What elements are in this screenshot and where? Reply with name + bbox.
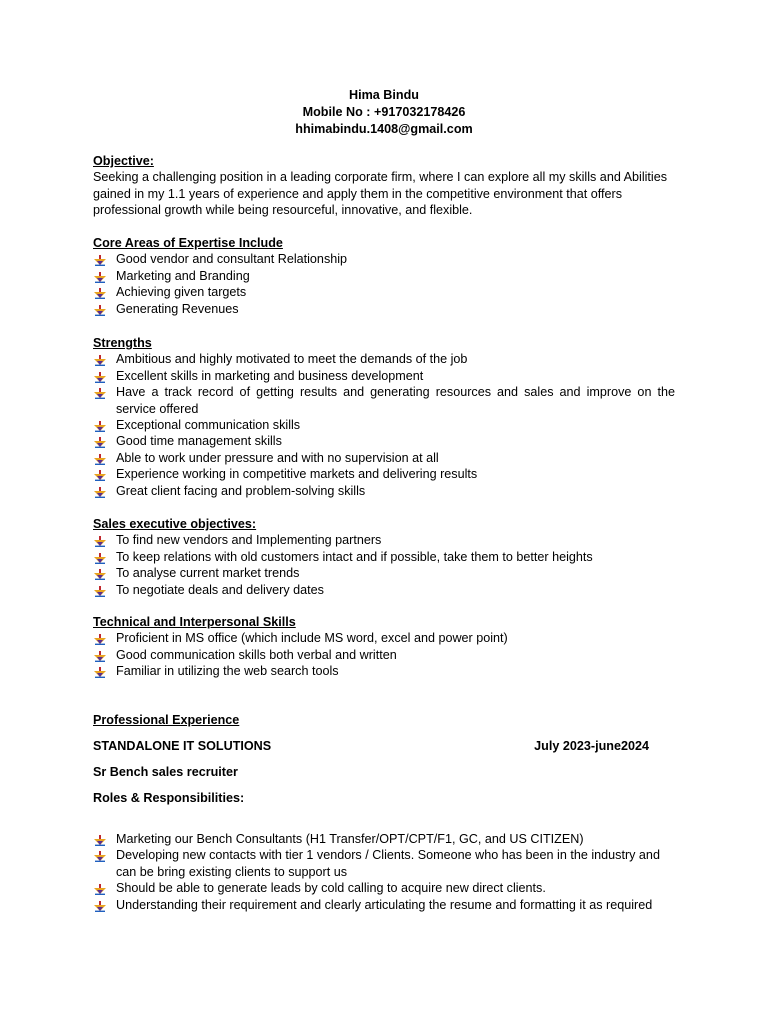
strengths-section <box>93 335 675 499</box>
list-item <box>93 831 675 847</box>
list-item-text: Proficient in MS office (which include MS word, excel and power point) <box>116 631 508 646</box>
list-item-text: Marketing our Bench Consultants (H1 Transfer/OPT/CPT/F1, GC, and US CITIZEN) <box>116 832 584 846</box>
responsibilities-list <box>93 831 675 913</box>
experience-title: Professional Experience <box>93 713 240 727</box>
list-item <box>93 880 675 896</box>
list-item <box>93 466 675 482</box>
arrow-bullet-icon <box>94 354 106 365</box>
sales-objectives-title: Sales executive objectives: <box>93 517 257 531</box>
sales-objectives-section <box>93 516 675 598</box>
arrow-bullet-icon <box>94 271 106 282</box>
list-item <box>93 663 675 679</box>
list-item <box>93 284 675 300</box>
strengths-title: Strengths <box>93 336 152 350</box>
skills-list <box>93 630 675 679</box>
arrow-bullet-icon <box>94 453 106 464</box>
skills-title: Technical and Interpersonal Skills <box>93 615 296 629</box>
arrow-bullet-icon <box>94 552 106 563</box>
list-item-text: Exceptional communication skills <box>116 418 301 433</box>
arrow-bullet-icon <box>94 535 106 546</box>
list-item <box>93 582 675 598</box>
arrow-bullet-icon <box>94 287 106 298</box>
list-item <box>93 368 675 384</box>
roles-title-block <box>93 790 675 806</box>
sales-objectives-list <box>93 532 675 598</box>
arrow-bullet-icon <box>94 469 106 480</box>
objective-title: Objective: <box>93 154 154 168</box>
experience-title-block <box>93 712 675 728</box>
arrow-bullet-icon <box>94 883 106 894</box>
list-item-text: Have a track record of getting results and generating resources and sales and improve on the service offered <box>116 385 675 416</box>
list-item-text: Generating Revenues <box>116 301 239 316</box>
company-name: STANDALONE IT SOLUTIONS <box>93 739 272 753</box>
list-item <box>93 532 675 548</box>
list-item <box>93 268 675 284</box>
list-item <box>93 433 675 449</box>
expertise-title: Core Areas of Expertise Include <box>93 236 283 250</box>
objective-section <box>93 153 675 219</box>
list-item <box>93 897 675 913</box>
arrow-bullet-icon <box>94 850 106 861</box>
responsibilities-section <box>93 831 675 913</box>
list-item-text: To analyse current market trends <box>116 566 300 581</box>
expertise-section <box>93 235 675 317</box>
list-item <box>93 301 675 317</box>
list-item <box>93 647 675 663</box>
arrow-bullet-icon <box>94 304 106 315</box>
list-item-text: To negotiate deals and delivery dates <box>116 582 324 597</box>
list-item <box>93 630 675 646</box>
arrow-bullet-icon <box>94 371 106 382</box>
skills-section <box>93 614 675 680</box>
company-row <box>93 738 649 754</box>
email-address: hhimabindu.1408@gmail.com <box>295 122 473 136</box>
arrow-bullet-icon <box>94 900 106 911</box>
mobile-number: Mobile No : +917032178426 <box>302 105 466 119</box>
arrow-bullet-icon <box>94 420 106 431</box>
arrow-bullet-icon <box>94 650 106 661</box>
list-item-text: Good vendor and consultant Relationship <box>116 252 348 267</box>
candidate-name: Hima Bindu <box>349 88 419 102</box>
list-item <box>93 565 675 581</box>
job-role: Sr Bench sales recruiter <box>93 765 238 779</box>
list-item-text: To find new vendors and Implementing partners <box>116 533 382 548</box>
strengths-list <box>93 351 675 499</box>
arrow-bullet-icon <box>94 666 106 677</box>
contact-header <box>0 87 768 138</box>
company-row-block <box>93 738 675 754</box>
list-item <box>93 251 675 267</box>
list-item-text: Good communication skills both verbal and written <box>116 647 397 662</box>
objective-text: Seeking a challenging position in a leading corporate firm, where I can explore all my skills and Abilities gained in my 1.1 years of experience and apply them in the competitive environment that offers professional growth while being resourceful, innovative, and flexible. <box>93 170 668 218</box>
list-item-text: Achieving given targets <box>116 285 247 300</box>
list-item-text: Great client facing and problem-solving skills <box>116 483 366 498</box>
list-item-text: Familiar in utilizing the web search tools <box>116 664 339 679</box>
list-item <box>93 384 675 417</box>
role-block <box>93 764 675 780</box>
list-item-text: Experience working in competitive markets and delivering results <box>116 467 478 482</box>
arrow-bullet-icon <box>94 633 106 644</box>
list-item-text: Marketing and Branding <box>116 268 250 283</box>
arrow-bullet-icon <box>94 254 106 265</box>
arrow-bullet-icon <box>94 436 106 447</box>
list-item <box>93 417 675 433</box>
list-item-text: Able to work under pressure and with no supervision at all <box>116 450 439 465</box>
list-item-text: Understanding their requirement and clearly articulating the resume and formatting it as required <box>116 897 653 912</box>
roles-title: Roles & Responsibilities: <box>93 791 245 805</box>
list-item <box>93 483 675 499</box>
arrow-bullet-icon <box>94 568 106 579</box>
employment-dates: July 2023-june2024 <box>534 739 649 753</box>
expertise-list <box>93 251 675 317</box>
arrow-bullet-icon <box>94 834 106 845</box>
arrow-bullet-icon <box>94 486 106 497</box>
arrow-bullet-icon <box>94 387 106 398</box>
list-item <box>93 351 675 367</box>
list-item <box>93 450 675 466</box>
list-item-text: Excellent skills in marketing and business development <box>116 368 424 383</box>
list-item-text: Developing new contacts with tier 1 vendors / Clients. Someone who has been in the industry and can be bring existing clients to support us <box>116 848 660 879</box>
list-item-text: Should be able to generate leads by cold calling to acquire new direct clients. <box>116 881 546 896</box>
list-item-text: To keep relations with old customers intact and if possible, take them to better heights <box>116 549 593 564</box>
list-item <box>93 847 675 880</box>
list-item-text: Ambitious and highly motivated to meet the demands of the job <box>116 352 468 367</box>
arrow-bullet-icon <box>94 585 106 596</box>
list-item-text: Good time management skills <box>116 434 282 449</box>
list-item <box>93 549 675 565</box>
